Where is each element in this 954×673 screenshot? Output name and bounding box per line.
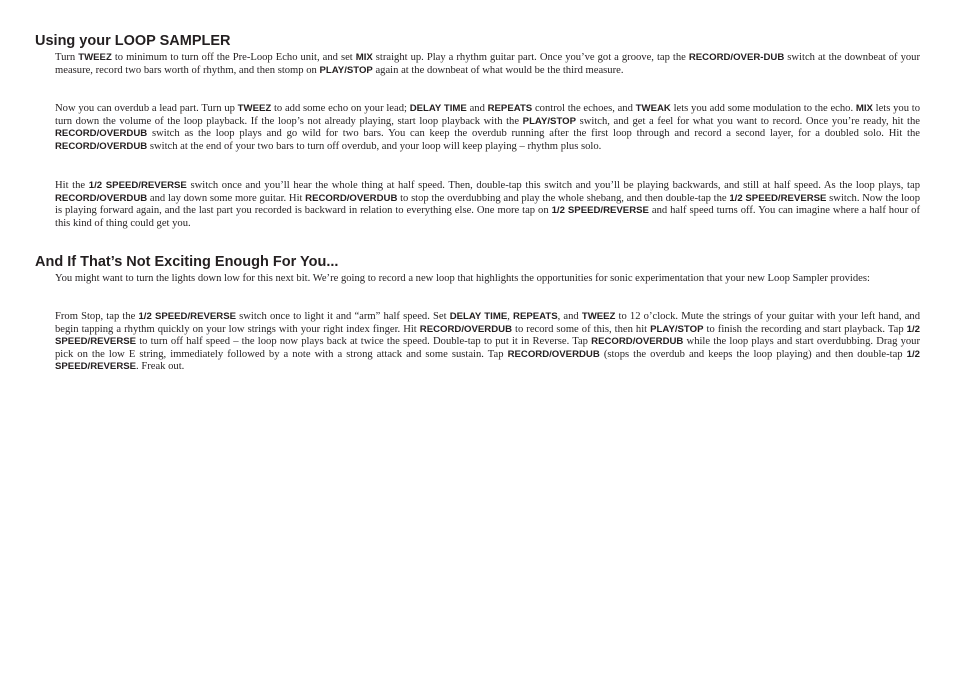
control-name: TWEEZ — [78, 52, 112, 63]
control-name: TWEEZ — [581, 311, 616, 322]
control-name: 1/2 SPEED/REVERSE — [729, 192, 827, 204]
control-name: TWEEZ — [237, 103, 272, 114]
paragraph: Turn TWEEZ to minimum to turn off the Pre-Loop Echo unit, and set MIX straight up. Play a rhythm guitar part. Once you’ve got a groove, tap the RECORD/OVER-DUB switch at the downbeat of your measure, record two bars worth of rhythm, and then stomp on PLAY/STOP again at the downbeat of what would be the third measure. — [55, 52, 921, 76]
control-name: REPEATS — [487, 103, 533, 114]
control-name: REPEATS — [513, 311, 558, 322]
control-name: RECORD/OVERDUB — [419, 323, 512, 335]
control-name: RECORD/OVERDUB — [507, 348, 600, 360]
control-name: RECORD/OVER-DUB — [688, 52, 785, 63]
control-name: RECORD/OVERDUB — [55, 140, 148, 152]
control-name: DELAY TIME — [409, 103, 467, 114]
paragraph: From Stop, tap the 1/2 SPEED/REVERSE switch once to light it and “arm” half speed. Set DELAY TIME, REPEATS, and TWEEZ to 12 o’clock. Mute the strings of your guitar with your left hand, and begin tapping a rhythm quickly on your low strings with your right index finger. Hit RECORD/OVERDUB to record some of this, then hit PLAY/STOP to finish the recording and start playback. Tap 1/2 SPEED/REVERSE to turn off half speed – the loop now plays back at twice the speed. Double-tap to put it in Reverse. Tap RECORD/OVERDUB while the loop plays and start overdubbing. Drag your pick on the low E string, immediately followed by a note with a strong attack and some sustain. Tap RECORD/OVERDUB (stops the overdub and keeps the loop playing) and then double-tap 1/2 SPEED/REVERSE. Freak out. — [55, 311, 921, 373]
paragraph: Now you can overdub a lead part. Turn up TWEEZ to add some echo on your lead; DELAY TIME and REPEATS control the echoes, and TWEAK lets you add some modulation to the echo. MIX lets you to turn down the volume of the loop playback. If the loop’s not already playing, start loop playback with the PLAY/STOP switch, and get a feel for what you want to record. Once you’re ready, hit the RECORD/OVERDUB switch as the loop plays and go wild for two bars. You can keep the overdub running after the first loop through and record a second layer, for a doubled solo. Hit the RECORD/OVERDUB switch at the end of your two bars to turn off overdub, and your loop will keep playing – rhythm plus solo. — [55, 103, 920, 152]
control-name: DELAY TIME — [449, 311, 508, 322]
section-heading-loop-sampler: Using your LOOP SAMPLER — [35, 33, 231, 49]
control-name: PLAY/STOP — [522, 115, 576, 127]
control-name: 1/2 SPEED/REVERSE — [551, 205, 649, 217]
paragraph: Hit the 1/2 SPEED/REVERSE switch once and you’ll hear the whole thing at half speed. Then, double-tap this switch and you’ll be playing backwards, and still at half speed. As the loop plays, tap RECORD/OVERDUB and lay down some more guitar. Hit RECORD/OVERDUB to stop the overdubbing and play the whole shebang, and then double-tap the 1/2 SPEED/REVERSE switch. Now the loop is playing forward again, and the last part you recorded is backward in relation to everything else. One more tap on 1/2 SPEED/REVERSE and half speed turns off. You can imagine where a half hour of this kind of thing could get you. — [55, 180, 921, 229]
control-name: RECORD/OVERDUB — [305, 192, 398, 204]
control-name: 1/2 SPEED/REVERSE — [88, 180, 187, 191]
control-name: RECORD/OVERDUB — [591, 336, 684, 348]
control-name: PLAY/STOP — [319, 64, 373, 76]
control-name: MIX — [355, 52, 373, 63]
control-name: MIX — [855, 103, 873, 114]
control-name: 1/2 SPEED/REVERSE — [55, 348, 920, 373]
control-name: RECORD/OVERDUB — [55, 128, 148, 140]
control-name: PLAY/STOP — [650, 323, 704, 335]
control-name: RECORD/OVERDUB — [55, 192, 148, 204]
control-name: 1/2 SPEED/REVERSE — [138, 311, 237, 322]
paragraph: You might want to turn the lights down low for this next bit. We’re going to record a new loop that highlights the opportunities for sonic experimentation that your new Loop Sampler provides: — [55, 273, 870, 284]
section-heading-exciting: And If That’s Not Exciting Enough For You... — [35, 254, 339, 270]
control-name: TWEAK — [635, 103, 671, 114]
control-name: 1/2 SPEED/REVERSE — [55, 323, 921, 348]
